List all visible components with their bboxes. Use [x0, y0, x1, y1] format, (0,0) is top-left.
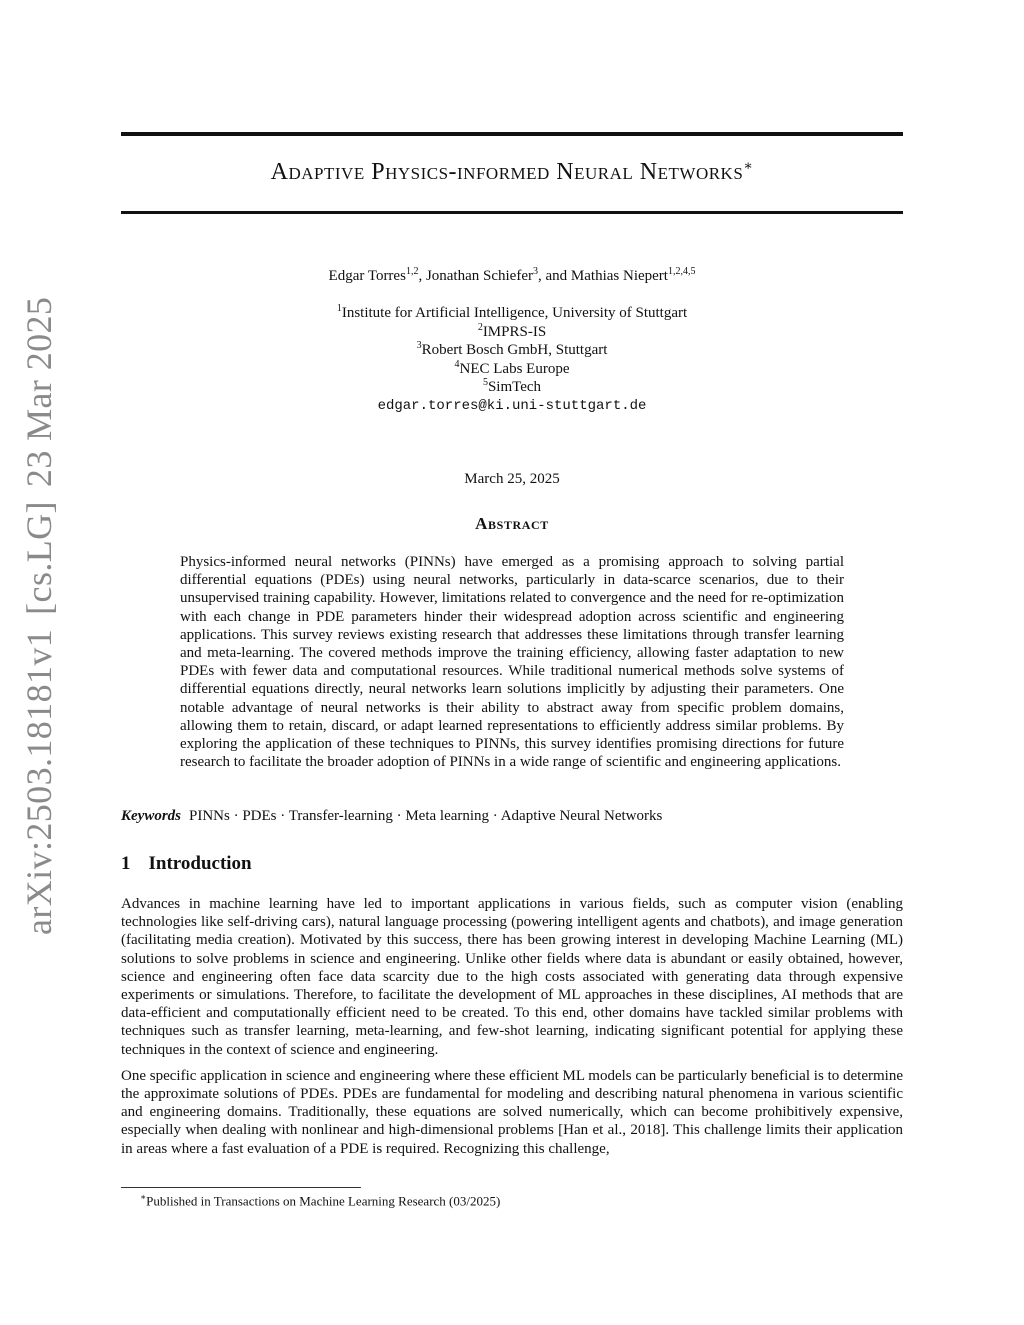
affiliation [121, 323, 903, 342]
author-separator: , and [537, 268, 571, 284]
footnote-text: Published in Transactions on Machine Learning Research (03/2025) [146, 1193, 501, 1209]
section-heading [121, 853, 252, 875]
arxiv-sidebar-stamp [12, 296, 66, 935]
keywords-text: PINNs · PDEs · Transfer-learning · Meta learning · Adaptive Neural Networks [189, 808, 663, 824]
author-name: Jonathan Schiefer [425, 268, 533, 284]
body-paragraph: Advances in machine learning have led to important applications in various fields, such as computer vision (enabling technologies like self-driving cars), natural language processing (powering intelligent agents and chatbots), and image generation (facilitating media creation). Motivated by this success, there has been growing interest in developing Machine Learning (ML) solutions to solve problems in science and engineering. Unlike other fields where data is abundant or easily obtained, however, science and engineering often face data scarcity due to the high costs associated with generating data through expensive experiments or simulations. Therefore, to facilitate the development of ML approaches in these disciplines, AI methods that are data-efficient and computationally efficient need to be created. To this end, other domains have tackled similar problems with techniques such as transfer learning, meta-learning, and few-shot learning, indicating significant potential for applying these techniques in the context of science and engineering. [121, 896, 903, 1058]
abstract-body: Physics-informed neural networks (PINNs) have emerged as a promising approach to solving partial differential equations (PDEs) using neural networks, particularly in data-scarce scenarios, due to their unsupervised training capability. However, limitations related to convergence and the need for re-optimization with each change in PDE parameters hinder their widespread adoption across scientific and engineering applications. This survey reviews existing research that addresses these limitations through transfer learning and meta-learning. The covered methods improve the training efficiency, allowing faster adaptation to new PDEs with fewer data and computational resources. While traditional numerical methods solve systems of differential equations directly, neural networks learn solutions implicitly by adjusting their parameters. One notable advantage of neural networks is their ability to abstract away from specific problem domains, allowing them to retain, discard, or adapt learned representations to efficiently address similar problems. By exploring the application of these techniques to PINNs, this survey identifies promising directions for future research to facilitate the broader adoption of PINNs in a wide range of scientific and engineering applications. [180, 554, 844, 771]
affiliation-number: 1 [336, 303, 342, 314]
author-name: Edgar Torres [328, 268, 406, 284]
affiliation-number: 2 [477, 321, 483, 333]
abstract-heading: Abstract [475, 514, 549, 533]
author-email[interactable]: edgar.torres@ki.uni-stuttgart.de [377, 397, 647, 414]
affiliation-number: 5 [482, 377, 488, 388]
paper-date: March 25, 2025 [464, 471, 560, 487]
author-list [121, 268, 903, 285]
arxiv-date: 23 Mar 2025 [19, 296, 59, 488]
paper-title-text: Adaptive Physics-informed Neural Networks [270, 159, 744, 185]
affiliation-text: NEC Labs Europe [459, 360, 570, 377]
author-affil-mark: 1,2 [405, 266, 419, 277]
affiliation [121, 304, 903, 323]
author-affil-mark: 3 [532, 266, 538, 277]
affiliation-text: Institute for Artificial Intelligence, University of Stuttgart [341, 305, 688, 321]
affiliation-number: 4 [454, 358, 460, 370]
author-name: Mathias Niepert [570, 268, 668, 284]
affiliation-text: IMPRS-IS [482, 323, 547, 340]
body-paragraph: One specific application in science and engineering where these efficient ML models can be particularly beneficial is to determine the approximate solutions of PDEs. PDEs are fundamental for modeling and describing natural phenomena in various scientific and engineering domains. Traditionally, these equations are solved numerically, which can become prohibitively expensive, especially when dealing with nonlinear and high-dimensional problems [Han et al., 2018]. This challenge limits their application in areas where a fast evaluation of a PDE is required. Recognizing this challenge, [121, 1067, 903, 1157]
keywords-line [121, 808, 903, 825]
author-separator: , [418, 268, 426, 284]
affiliation-text: SimTech [487, 379, 542, 395]
title-rule-top [121, 132, 903, 136]
affiliation [121, 360, 903, 379]
footnote-rule [121, 1187, 361, 1188]
arxiv-category: [cs.LG] [19, 501, 59, 615]
affiliation-number: 3 [416, 340, 422, 351]
arxiv-id: arXiv:2503.18181v1 [19, 628, 59, 935]
keywords-label: Keywords [121, 808, 181, 824]
footnote-mark: ∗ [140, 1192, 147, 1202]
section-title: Introduction [148, 853, 252, 874]
affiliation [121, 378, 903, 397]
title-rule-bottom [121, 211, 903, 214]
affiliation-list [121, 304, 903, 415]
footnote [140, 1192, 500, 1209]
title-footnote-mark: ∗ [743, 159, 754, 174]
affiliation-text: Robert Bosch GmbH, Stuttgart [421, 342, 608, 358]
section-body [121, 895, 903, 1166]
affiliation [121, 341, 903, 360]
section-number: 1 [121, 853, 131, 874]
author-affil-mark: 1,2,4,5 [667, 266, 696, 277]
paper-title [121, 158, 903, 186]
